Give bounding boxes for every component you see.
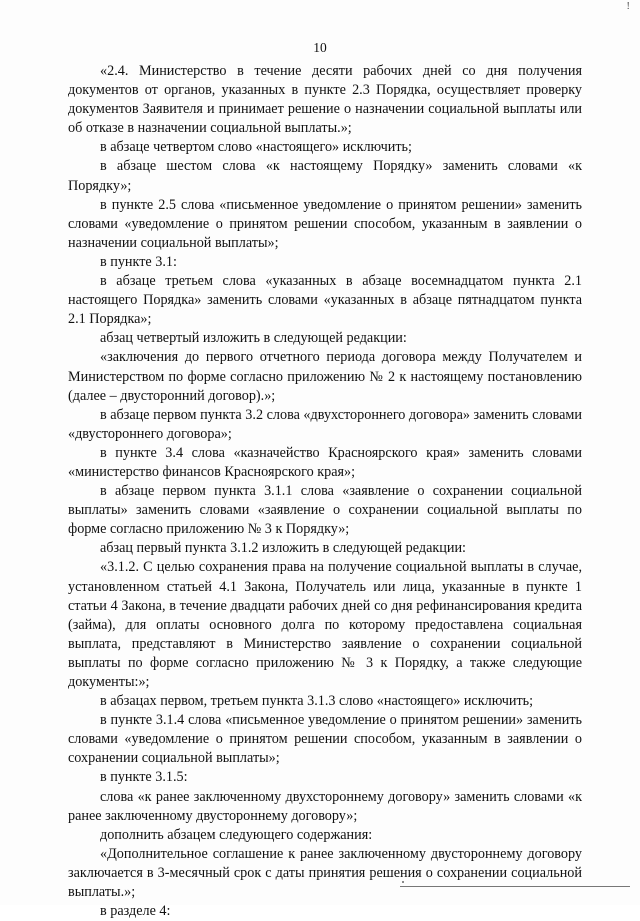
paragraph: в абзаце первом пункта 3.2 слова «двухстороннего договора» заменить словами «двустороннего договора»; [68, 406, 582, 442]
paragraph-3-1-2: «3.1.2. С целью сохранения права на получение социальной выплаты в случае, установленном статьей 4.1 Закона, Получатель или лица, указанные в пункте 1 статьи 4 Закона, в течение двадцати рабочих дней со дня рефинансирования кредита (займа), для оплаты основного долга по которому предоставлена социальная выплата, представляют в Министерство заявление о сохранении социальной выплаты по форме согласно приложению № 3 к Порядку, а также следующие документы:»; [68, 559, 582, 690]
paragraph: в пункте 2.5 слова «письменное уведомление о принятом решении» заменить словами «уведомление о принятом решении способом, указанным в заявлении о назначении социальной выплаты»; [68, 196, 582, 251]
paragraph: в разделе 4: [100, 903, 171, 920]
paragraph: в абзаце третьем слова «указанных в абзаце восемнадцатом пункта 2.1 настоящего Порядка» заменить словами «указанных в абзаце пятнадцатом пункта 2.1 Порядка»; [68, 273, 582, 328]
paragraph: в пункте 3.1.4 слова «письменное уведомление о принятом решении» заменить словами «уведомление о принятом решении способом, указанным в заявлении о сохранении социальной выплаты»; [68, 712, 582, 767]
paragraph: в абзацах первом, третьем пункта 3.1.3 слово «настоящего» исключить; [100, 693, 534, 710]
paragraph: «Дополнительное соглашение к ранее заключенному двустороннему договору заключается в 3-месячный срок с даты принятия решения о сохранении социальной выплаты.»; [68, 845, 582, 901]
paragraph: в пункте 3.1.5: [100, 769, 188, 786]
document-body [68, 62, 582, 921]
paragraph: «заключения до первого отчетного периода договора между Получателем и Министерством по форме согласно приложению № 2 к настоящему постановлению (далее – двусторонний договор).»; [68, 349, 582, 404]
paragraph: в пункте 3.4 слова «казначейство Красноярского края» заменить словами «министерство финансов Красноярского края»; [68, 444, 582, 480]
paragraph: в абзаце первом пункта 3.1.1 слова «заявление о сохранении социальной выплаты» заменить словами «заявление о сохранении социальной выплаты по форме согласно приложению № 3 к Порядку»; [68, 483, 582, 538]
paragraph: слова «к ранее заключенному двухстороннему договору» заменить словами «к ранее заключенному двустороннему договору»; [68, 788, 582, 824]
paragraph: абзац первый пункта 3.1.2 изложить в следующей редакции: [100, 540, 466, 557]
paragraph: в абзаце шестом слова «к настоящему Порядку» заменить словами «к Порядку»; [68, 158, 582, 194]
paragraph: абзац четвертый изложить в следующей редакции: [100, 330, 407, 347]
page-number: 10 [313, 40, 327, 55]
scan-mark [402, 881, 404, 883]
paragraph: в абзаце четвертом слово «настоящего» исключить; [100, 139, 412, 156]
corner-mark: ! [626, 0, 630, 12]
footer-rule [400, 886, 630, 887]
paragraph: в пункте 3.1: [100, 253, 177, 270]
paragraph-2-4: «2.4. Министерство в течение десяти рабочих дней со дня получения документов от органов, указанных в пункте 2.3 Порядка, осуществляет проверку документов Заявителя и принимает решение о назначении социальной выплаты или об отказе в назначении социальной выплаты.»; [68, 63, 582, 137]
paragraph: дополнить абзацем следующего содержания: [100, 826, 373, 843]
